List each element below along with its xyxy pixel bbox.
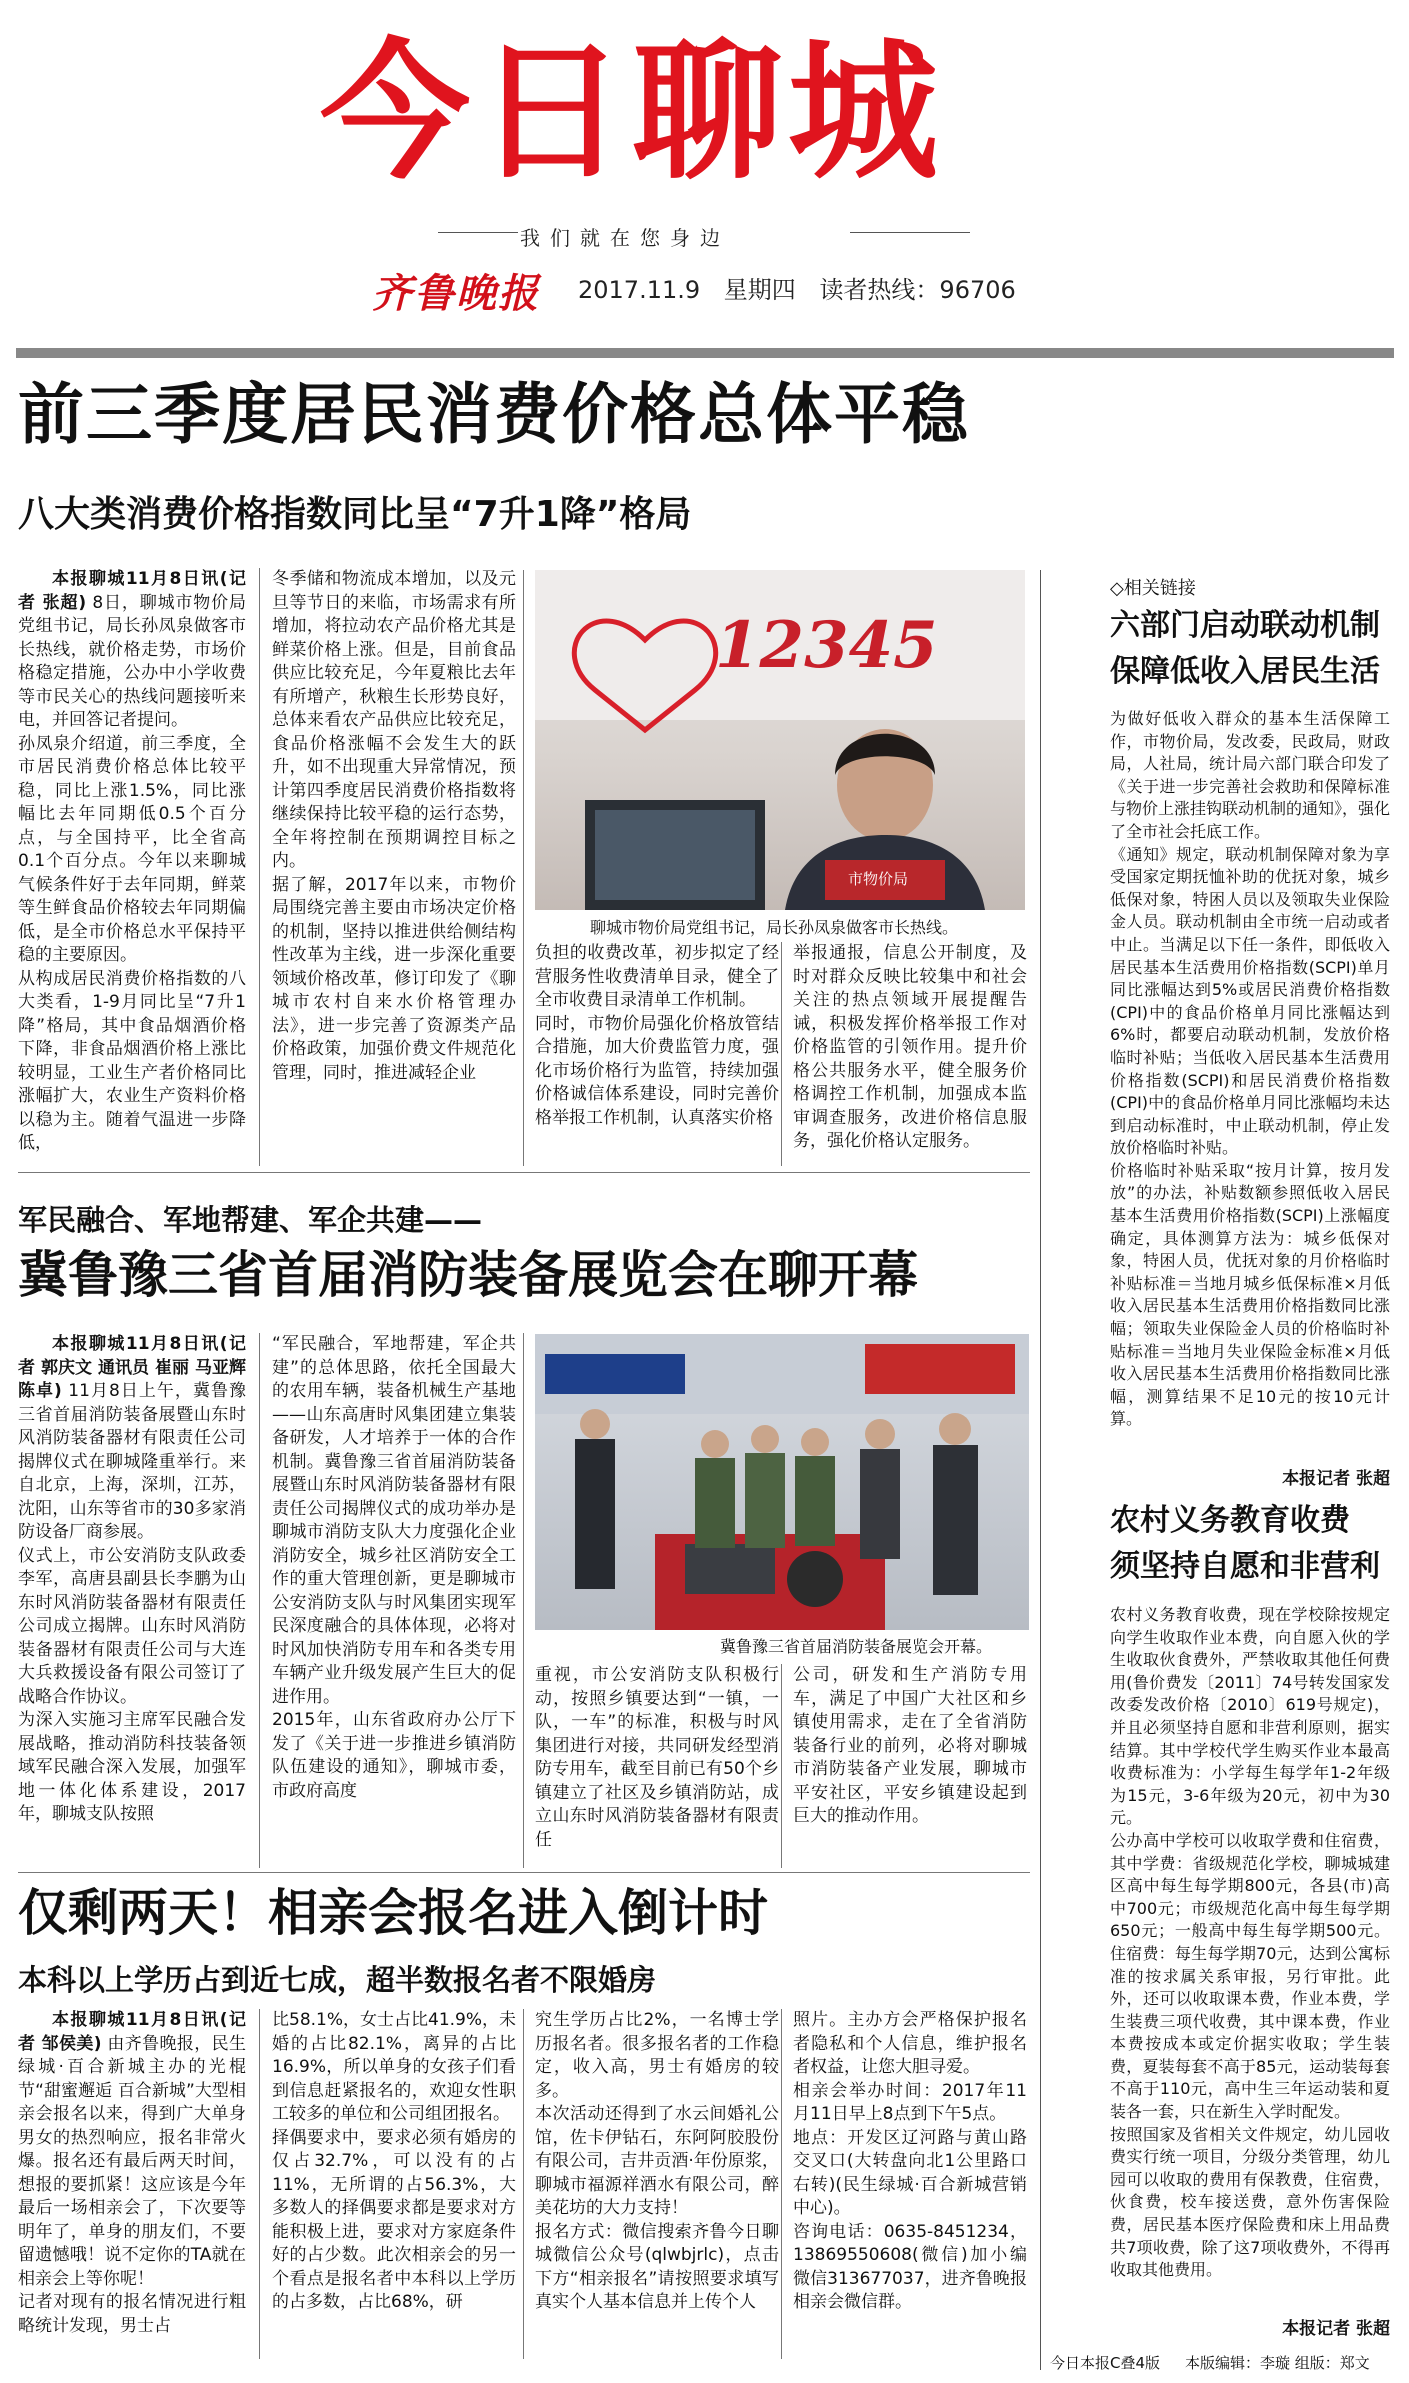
footer-page: 今日本报C叠4版 <box>1050 2354 1161 2372</box>
slogan-rule-right <box>850 232 970 233</box>
col-divider <box>259 568 260 1166</box>
article1-col4: 举报通报，信息公开制度，及时对群众反映比较集中和社会关注的热点领域开展提醒告诫，积极发挥价格举报工作对价格监管的引领作用。提升价格公共服务水平，健全服务价格调控工作机制，加强成本监审调查服务，改进价格信息服务，强化价格认定服务。 <box>793 943 1027 1151</box>
masthead-title: 今日聊城 <box>320 26 945 200</box>
col-divider <box>523 2009 524 2359</box>
col-divider <box>523 1333 524 1868</box>
article1-subhead: 八大类消费价格指数同比呈“7升1降”格局 <box>18 494 692 535</box>
sidebar-item1-headline <box>1110 603 1380 695</box>
article2-photo <box>535 1334 1029 1630</box>
article2-col4: 公司，研发和生产消防专用车，满足了中国广大社区和乡镇使用需求，走在了全省消防装备行业的前列，必将对聊城市消防装备产业发展，聊城市平安社区，平安乡镇建设起到巨大的推动作用。 <box>793 1665 1027 1826</box>
article1-headline: 前三季度居民消费价格总体平稳 <box>18 376 970 453</box>
article1-byline: 本报聊城11月8日讯(记者 张超) <box>18 569 246 613</box>
sidebar-item2-headline <box>1110 1498 1380 1590</box>
col-divider <box>523 570 524 1166</box>
article3-col4: 照片。主办方会严格保护报名者隐私和个人信息，维护报名者权益，让您大胆寻爱。 相亲会举办时间：2017年11月11日早上8点到下午5点。 地点：开发区辽河路与黄山路交叉口(大转盘向北1公里路口右转)(民生绿城·百合新城营销中心)。 咨询电话：0635-8451234，13869550608(微信)加小编微信313677037，进齐鲁晚报相亲会微信群。 <box>793 2010 1027 2312</box>
sidebar-item2-headline-line1: 农村义务教育收费 <box>1110 1503 1350 1538</box>
col-divider <box>259 2009 260 2359</box>
section-divider <box>18 1172 1030 1173</box>
sidebar-item1-headline-line1: 六部门启动联动机制 <box>1110 608 1380 643</box>
article3-col1-text: 由齐鲁晚报，民生绿城·百合新城主办的光棍节“甜蜜邂逅 百合新城”大型相亲会报名以来，得到广大单身男女的热烈响应，报名非常火爆。报名还有最后两天时间，想报的要抓紧！这应该是今年最后一场相亲会了，下次要等明年了，单身的朋友们，不要留遗憾哦！说不定你的TA就在相亲会上等你呢！ 记者对现有的报名情况进行粗略统计发现，男士占 <box>18 2033 246 2336</box>
article3-subhead: 本科以上学历占到近七成，超半数报名者不限婚房 <box>18 1963 657 1997</box>
article1-photo <box>535 570 1025 910</box>
article2-headline: 冀鲁豫三省首届消防装备展览会在聊开幕 <box>18 1246 918 1304</box>
col-divider <box>781 1664 782 1868</box>
sidebar-item1-headline-line2: 保障低收入居民生活 <box>1110 654 1380 689</box>
sidebar-item2-reporter: 本报记者 张超 <box>1282 2319 1390 2339</box>
article3-col1 <box>18 2009 246 2359</box>
slogan: 我们就在您身边 <box>520 226 730 250</box>
issue-date: 2017.11.9 <box>578 276 701 304</box>
article2-col1 <box>18 1333 246 1868</box>
article3-byline: 本报聊城11月8日讯(记者 邹侯美) <box>18 2010 246 2054</box>
sidebar-item2-text: 农村义务教育收费，现在学校除按规定向学生收取作业本费，向自愿入伙的学生收取伙食费外，严禁收取其他任何费用(鲁价费发〔2011〕74号转发国家发改委发改价格〔2010〕619号规定)，并且必须坚持自愿和非营利原则，据实结算。其中学校代学生购买作业本最高收费标准为：小学每生每学年1-2年级为15元，3-6年级为20元，初中为30元。 公办高中学校可以收取学费和住宿费，其中学费：省级规范化学校，聊城城建区高中每生每学期800元，各县(市)高中700元；市级规范化高中每生每学期650元；一般高中每生每学期500元。住宿费：每生每学期70元，达到公寓标准的按求属关系审报，另行审批。此外，还可以收取课本费，作业本费，学生装费三项代收费，其中课本费，作业本费按成本或定价据实收取；学生装费，夏装每套不高于85元，运动装每套不高于110元，高中生三年运动装和夏装各一套，只在新生入学时配发。 按照国家及省相关文件规定，幼儿园收费实行统一项目，分级分类管理，幼儿园可以收取的费用有保教费，住宿费，伙食费，校车接送费，意外伤害保险费，居民基本医疗保险费和床上用品费共7项收费，除了这7项收费外，不得再收取其他费用。 <box>1110 1605 1390 2280</box>
footer-editors: 本版编辑：李璇 组版：郑文 <box>1185 2354 1370 2372</box>
reader-hotline: 读者热线：96706 <box>819 276 1016 304</box>
article2-photo-caption: 冀鲁豫三省首届消防装备展览会开幕。 <box>720 1637 993 1656</box>
photo-sign-12345: 12345 <box>715 608 938 683</box>
article2-byline: 本报聊城11月8日讯(记者 郭庆文 通讯员 崔丽 马亚辉 陈卓) <box>18 1334 246 1401</box>
article3-col3: 究生学历占比2%，一名博士学历报名者。很多报名者的工作稳定，收入高，男士有婚房的较多。 本次活动还得到了水云间婚礼公馆，佐卡伊钻石，东阿阿胶股份有限公司，吉井贡酒·年份原浆，聊城市福源祥酒水有限公司，醉美花坊的大力支持！ 报名方式：微信搜索齐鲁今日聊城微信公众号(qlwbjrlc)，点击下方“相亲报名”请按照要求填写真实个人基本信息并上传个人 <box>535 2010 779 2312</box>
sidebar-item1-reporter: 本报记者 张超 <box>1282 1469 1390 1489</box>
sidebar-divider <box>1040 570 1041 2370</box>
article1-col3: 负担的收费改革，初步拟定了经营服务性收费清单目录，健全了全市收费目录清单工作机制。 同时，市物价局强化价格放管结合措施，加大价费监管力度，强化市场价格行为监管，持续加强价格诚信体系建设，同时完善价格举报工作机制，认真落实价格 <box>535 943 779 1128</box>
article2-col3: 重视，市公安消防支队积极行动，按照乡镇要达到“一镇，一队，一车”的标准，积极与时风集团进行对接，共同研发经型消防专用车，截至目前已有50个乡镇建立了社区及乡镇消防站，成立山东时风消防装备器材有限责任 <box>535 1665 779 1850</box>
section-divider <box>18 1872 1030 1873</box>
article1-col1 <box>18 568 246 1166</box>
sidebar-label: ◇相关链接 <box>1110 578 1196 599</box>
article1-col2: 冬季储和物流成本增加，以及元旦等节日的来临，市场需求有所增加，将拉动农产品价格尤其是鲜菜价格上涨。但是，目前食品供应比较充足，今年夏粮比去年有所增产，秋粮生长形势良好，总体来看农产品供应比较充足，食品价格涨幅不会发生大的跃升，如不出现重大异常情况，预计第四季度居民消费价格指数将继续保持比较平稳的运行态势，全年将控制在预期调控目标之内。 据了解，2017年以来，市物价局围绕完善主要由市场决定价格的机制，坚持以推进供给侧结构性改革为主线，进一步深化重要领域价格改革，修订印发了《聊城市农村自来水价格管理办法》，进一步完善了资源类产品价格政策，加强价费文件规范化管理，同时，推进减轻企业 <box>272 569 516 1083</box>
article2-col1-text: 11月8日上午，冀鲁豫三省首届消防装备展暨山东时风消防装备器材有限责任公司揭牌仪式在聊城隆重举行。来自北京，上海，深圳，江苏，沈阳，山东等省市的30多家消防设备厂商参展。 仪式上，市公安消防支队政委李军，高唐县副县长李鹏为山东时风消防装备器材有限责任公司成立揭牌。山东时风消防装备器材有限责任公司与大连大兵救援设备有限公司签订了战略合作协议。 为深入实施习主席军民融合发展战略，推动消防科技装备领域军民融合深入发展，加强军地一体化体系建设，2017年，聊城支队按照 <box>18 1381 246 1824</box>
photo-desk-plate: 市物价局 <box>848 870 909 888</box>
article1-photo-caption: 聊城市物价局党组书记，局长孙凤泉做客市长热线。 <box>590 918 959 937</box>
sidebar-item1-text: 为做好低收入群众的基本生活保障工作，市物价局，发改委，民政局，财政局，人社局，统计局六部门联合印发了《关于进一步完善社会救助和保障标准与物价上涨挂钩联动机制的通知》，强化了全市社会托底工作。 《通知》规定，联动机制保障对象为享受国家定期抚恤补助的优抚对象，城乡低保对象，特困人员以及领取失业保险金人员。联动机制由全市统一启动或者中止。当满足以下任一条件，即低收入居民基本生活费用价格指数(SCPI)单月同比涨幅达到5%或居民消费价格指数(CPI)中的食品价格单月同比涨幅达到6%时，都要启动联动机制，发放价格临时补贴；当低收入居民基本生活费用价格指数(SCPI)和居民消费价格指数(CPI)中的食品价格单月同比涨幅均未达到启动标准时，中止联动机制，停止发放价格临时补贴。 价格临时补贴采取“按月计算，按月发放”的办法，补贴数额参照低收入居民基本生活费用价格指数(SCPI)上涨幅度确定，具体测算方法为：城乡低保对象，特困人员，优抚对象的月价格临时补贴标准＝当地月城乡低保标准×月低收入居民基本生活费用价格指数同比涨幅；领取失业保险金人员的价格临时补贴标准＝当地月失业保险金标准×月低收入居民基本生活费用价格指数同比涨幅，测算结果不足10元的按10元计算。 <box>1110 709 1390 1429</box>
article3-headline: 仅剩两天！相亲会报名进入倒计时 <box>18 1884 768 1942</box>
col-divider <box>781 2009 782 2359</box>
article2-col2: “军民融合，军地帮建，军企共建”的总体思路，依托全国最大的农用车辆，装备机械生产基地——山东高唐时风集团建立集装备研发，人才培养于一体的合作机制。冀鲁豫三省首届消防装备展暨山东时风消防装备器材有限责任公司揭牌仪式的成功举办是聊城市消防支队大力度强化企业消防安全，城乡社区消防安全工作的重大管理创新，更是聊城市公安消防支队与时风集团实现军民深度融合的具体体现，必将对时风加快消防专用车和各类专用车辆产业升级发展产生巨大的促进作用。 2015年，山东省政府办公厅下发了《关于进一步推进乡镇消防队伍建设的通知》，聊城市委，市政府高度 <box>272 1334 516 1801</box>
expo-photo-illustration <box>535 1334 1029 1630</box>
slogan-rule-left <box>438 232 518 233</box>
paper-logo: 齐鲁晚报 <box>372 270 540 317</box>
issue-weekday: 星期四 <box>723 276 796 304</box>
col-divider <box>259 1333 260 1868</box>
masthead-info <box>578 270 1032 305</box>
col-divider <box>781 942 782 1166</box>
sidebar-item2-headline-line2: 须坚持自愿和非营利 <box>1110 1549 1380 1584</box>
top-divider-bar <box>16 348 1394 358</box>
article3-col2: 比58.1%，女士占比41.9%，未婚的占比82.1%，离异的占比16.9%，所以单身的女孩子们看到信息赶紧报名的，欢迎女性职工较多的单位和公司组团报名。 择偶要求中，要求必须有婚房的仅占32.7%，可以没有的占11%，无所谓的占56.3%，大多数人的择偶要求都是要求对方能积极上进，要求对方家庭条件好的占少数。此次相亲会的另一个看点是报名者中本科以上学历的占多数，占比68%，研 <box>272 2010 516 2312</box>
article1-col1-text: 8日，聊城市物价局党组书记，局长孙凤泉做客市长热线，就价格走势，市场价格稳定措施，公办中小学收费等市民关心的热线问题接听来电，并回答记者提问。 孙凤泉介绍道，前三季度，全市居民消费价格总体比较平稳，同比上涨1.5%，同比涨幅比去年同期低0.5个百分点，与全国持平，比全省高0.1个百分点。今年以来聊城气候条件好于去年同期，鲜菜等生鲜食品价格较去年同期偏低，是全市价格总水平保持平稳的主要原因。 从构成居民消费价格指数的八大类看，1-9月同比呈“7升1降”格局，其中食品烟酒价格下降，非食品烟酒价格上涨比较明显，工业生产者价格同比涨幅扩大，农业生产资料价格以稳为主。随着气温进一步降低， <box>18 592 246 1153</box>
article2-kicker: 军民融合、军地帮建、军企共建—— <box>18 1203 483 1237</box>
